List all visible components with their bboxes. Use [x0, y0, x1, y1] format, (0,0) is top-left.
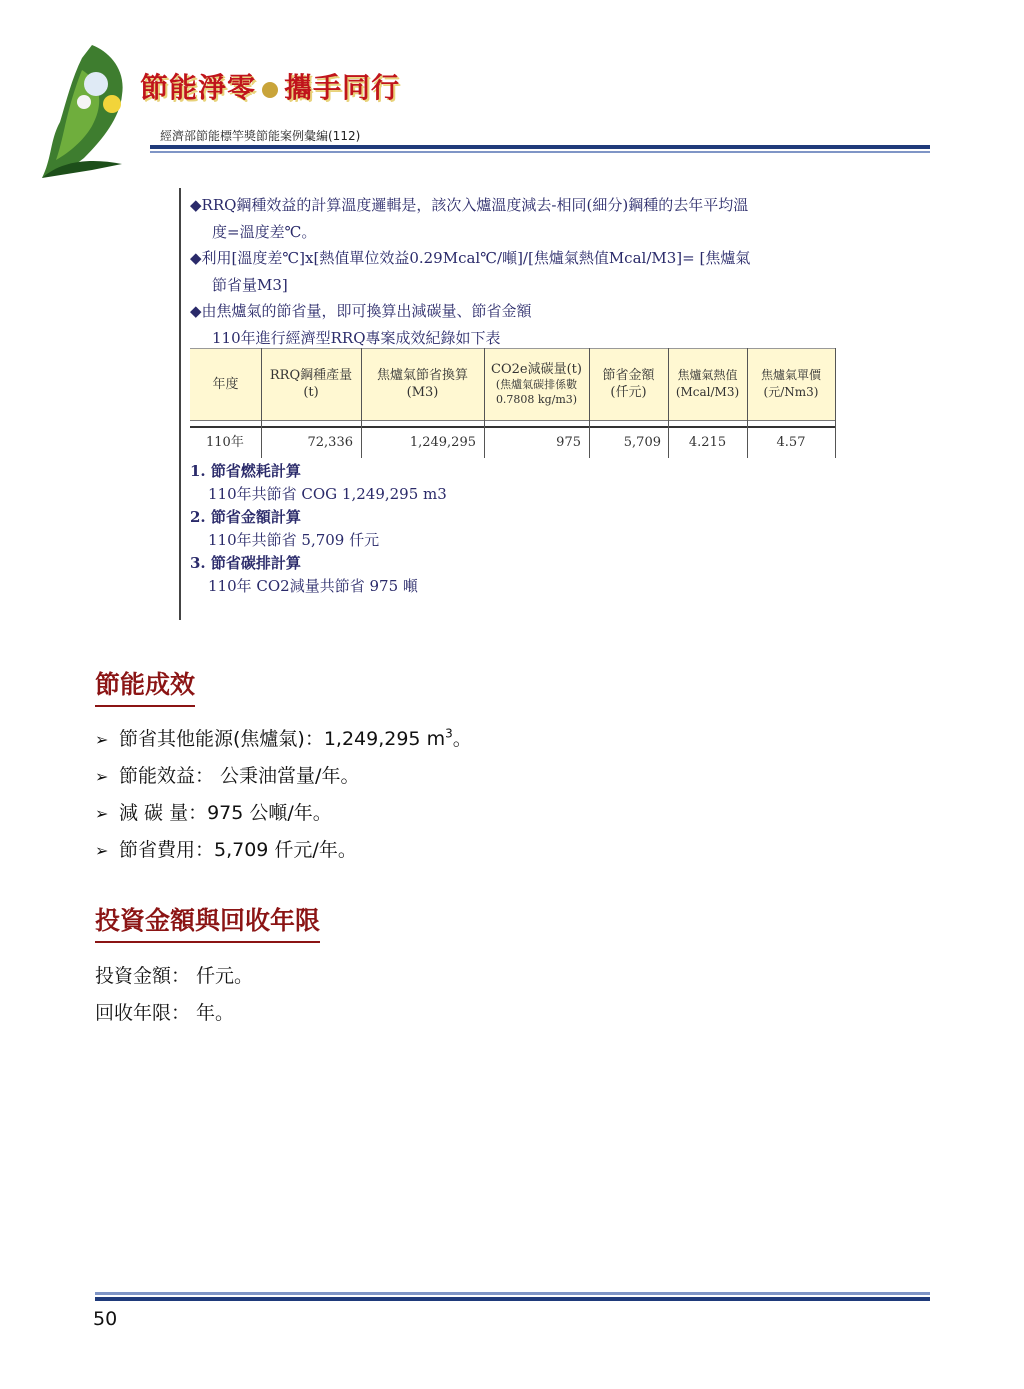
table-cell-year: 110年 [206, 435, 244, 450]
arrow-bullet-icon: ➢ [95, 767, 109, 786]
header-text: (元/Nm3) [763, 385, 819, 399]
header-text: 0.7808 kg/m3) [495, 392, 578, 406]
table-col-line [835, 348, 836, 458]
result-item [95, 724, 472, 751]
arrow-bullet-icon: ➢ [95, 841, 109, 860]
header-rule-thin [150, 151, 930, 153]
excerpt-image [170, 188, 860, 620]
header-text: CO2e減碳量(t) [491, 361, 582, 377]
table-header-cell [668, 348, 747, 420]
table-cell: 5,709 [623, 435, 661, 450]
table-cell: 975 [556, 435, 581, 450]
excerpt-margin-line [179, 188, 181, 620]
header-text: (焦爐氣碳排係數 [495, 377, 578, 391]
investment-amount: 投資金額： 仟元。 [95, 965, 254, 987]
results-table [190, 348, 836, 458]
header-text: (M3) [406, 385, 439, 400]
table-rule [190, 420, 836, 421]
table-rule [190, 426, 836, 428]
calc-heading: 3. 節省碳排計算 [190, 554, 301, 572]
table-cell: 4.215 [688, 435, 727, 450]
taiwan-logo-icon [22, 40, 162, 180]
table-cell: 4.57 [776, 435, 806, 450]
table-header-cell [589, 348, 668, 420]
header-text: 年度 [212, 376, 239, 392]
table-header-cell [361, 348, 484, 420]
note-line: 節省量M3] [212, 276, 288, 294]
note-line: ◆利用[溫度差℃]x[熱值單位效益0.29Mcal℃/噸]/[焦爐氣熱值Mcal/M3]= [焦爐氣 [190, 249, 751, 267]
calc-text: 110年共節省 5,709 仟元 [208, 531, 380, 549]
footer-rule-thin [95, 1292, 930, 1295]
brand-title [140, 66, 400, 106]
result-text: 減 碳 量：975 公噸/年。 [119, 802, 332, 824]
calc-heading: 2. 節省金額計算 [190, 508, 301, 526]
header-rule [150, 145, 930, 149]
table-header-cell [484, 348, 589, 420]
note-line: 110年進行經濟型RRQ專案成效紀錄如下表 [212, 329, 501, 347]
result-text: 節省費用：5,709 仟元/年。 [119, 839, 357, 861]
note-line: 度=溫度差℃。 [212, 223, 317, 241]
header-text: 焦爐氣節省換算 [376, 368, 468, 383]
header-subtitle: 經濟部節能標竿獎節能案例彙編(112) [160, 129, 361, 143]
header-text: (t) [303, 385, 319, 400]
header-text: 節省金額 [602, 368, 655, 383]
arrow-bullet-icon: ➢ [95, 804, 109, 823]
arrow-bullet-icon: ➢ [95, 730, 109, 749]
result-tail: 。 [452, 728, 472, 750]
result-item [95, 761, 359, 788]
payback-period: 回收年限： 年。 [95, 1002, 235, 1024]
header-text: 焦爐氣單價 [760, 368, 821, 382]
superscript: 3 [445, 726, 453, 741]
footer-rule [95, 1297, 930, 1301]
result-item [95, 835, 357, 862]
page-number: 50 [93, 1308, 118, 1330]
brand-right: 攜手同行 [284, 71, 401, 104]
table-header-cell [747, 348, 835, 420]
header-text: (仟元) [610, 385, 647, 400]
table-cell: 1,249,295 [409, 435, 476, 450]
table-header-cell [190, 348, 261, 420]
result-text: 節能效益： 公秉油當量/年。 [119, 765, 360, 787]
header-text: (Mcal/M3) [675, 385, 740, 399]
result-text: 節省其他能源(焦爐氣)：1,249,295 m [119, 728, 446, 750]
calc-text: 110年 CO2減量共節省 975 噸 [208, 577, 418, 595]
table-header-cell [261, 348, 361, 420]
section-title-energy-results: 節能成效 [95, 665, 195, 707]
calc-heading: 1. 節省燃耗計算 [190, 462, 301, 480]
note-line: ◆由焦爐氣的節省量，即可換算出減碳量、節省金額 [190, 302, 532, 320]
table-cell: 72,336 [307, 435, 353, 450]
result-item [95, 798, 332, 825]
section-title-investment: 投資金額與回收年限 [95, 901, 320, 943]
calc-text: 110年共節省 COG 1,249,295 m3 [208, 485, 447, 503]
brand-left: 節能淨零 [140, 71, 257, 104]
header-text: 焦爐氣熱值 [677, 368, 738, 382]
note-line: ◆RRQ鋼種效益的計算溫度邏輯是，該次入爐溫度減去-相同(細分)鋼種的去年平均溫 [190, 196, 749, 214]
brand-separator-icon [262, 82, 278, 98]
header-text: RRQ鋼種產量 [269, 368, 353, 383]
